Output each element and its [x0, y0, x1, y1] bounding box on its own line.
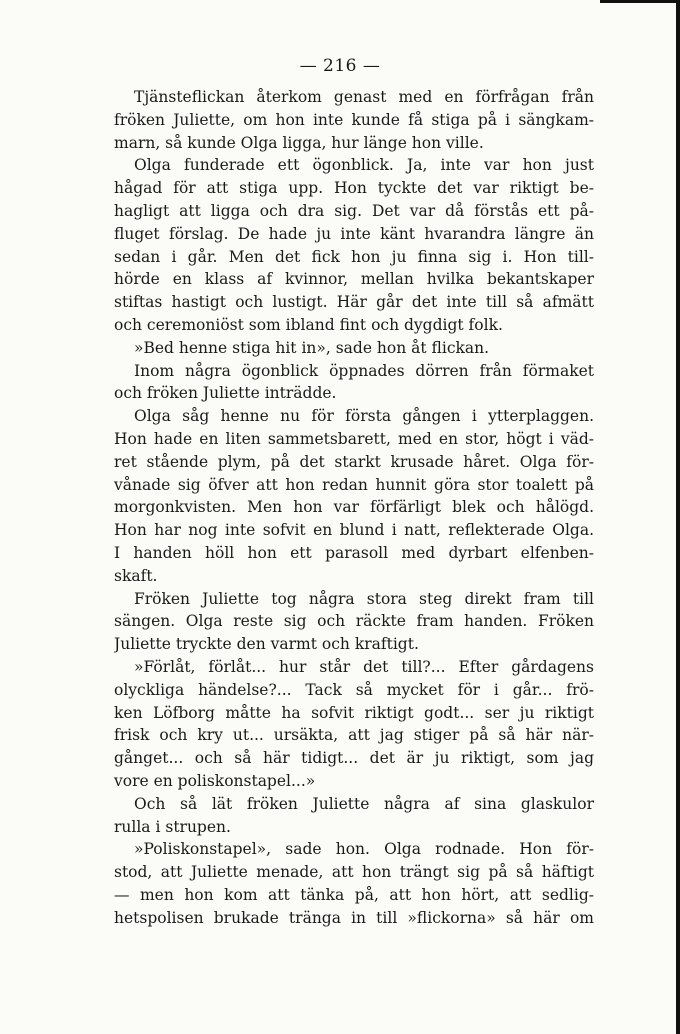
text-line: olyckliga händelse?... Tack så mycket för i går... frö- — [114, 680, 594, 699]
text-line: Olga såg henne nu för första gången i ytterplaggen. — [134, 407, 594, 426]
text-line: — men hon kom att tänka på, att hon hört, att sedlig- — [114, 885, 594, 904]
paragraph — [114, 154, 594, 336]
text-line: sedan i går. Men det fick hon ju finna sig i. Hon till- — [114, 247, 594, 266]
text-line: »Förlåt, förlåt... hur står det till?... Efter gårdagens — [134, 657, 594, 676]
page-edge-top — [600, 0, 680, 3]
text-line: Hon har nog inte sofvit en blund i natt, reflekterade Olga. — [114, 521, 594, 540]
text-line: morgonkvisten. Men hon var förfärligt blek och hålögd. — [114, 498, 594, 517]
text-line: I handen höll hon ett parasoll med dyrbart elfenben- — [114, 543, 594, 562]
paragraph — [114, 337, 594, 360]
text-line: Inom några ögonblick öppnades dörren från förmaket — [134, 361, 594, 380]
text-line: hagligt att ligga och dra sig. Det var då förstås ett på- — [114, 201, 594, 220]
text-line: skaft. — [114, 566, 158, 585]
text-line: frisk och kry ut... ursäkta, att jag stiger på så här när- — [114, 726, 594, 745]
text-line: Olga funderade ett ögonblick. Ja, inte var hon just — [134, 156, 594, 175]
text-line: hetspolisen brukade tränga in till »flickorna» så här om — [114, 908, 594, 927]
text-line: fröken Juliette, om hon inte kunde få stiga på i sängkam- — [114, 110, 594, 129]
text-line: Tjänsteflickan återkom genast med en förfrågan från — [134, 88, 594, 106]
text-line: Juliette tryckte den varmt och kraftigt. — [114, 635, 419, 654]
paragraph — [114, 86, 594, 154]
page-number: — 216 — — [299, 56, 381, 76]
text-line: Fröken Juliette tog några stora steg direkt fram till — [134, 589, 594, 608]
text-line: Och så lät fröken Juliette några af sina glaskulor — [134, 794, 594, 813]
text-line: »Bed henne stiga hit in», sade hon åt flickan. — [134, 338, 490, 357]
text-line: och ceremoniöst som ibland fint och dygdigt folk. — [114, 315, 503, 334]
text-line: hågad för att stiga upp. Hon tyckte det var riktigt be- — [114, 179, 594, 198]
paragraph — [114, 360, 594, 406]
text-line: marn, så kunde Olga ligga, hur länge hon ville. — [114, 133, 484, 152]
text-line: och fröken Juliette inträdde. — [114, 384, 337, 403]
text-line: fluget förslag. De hade ju inte känt hvarandra längre än — [114, 224, 594, 243]
text-line: stiftas hastigt och lustigt. Här går det inte till så afmätt — [114, 293, 594, 312]
text-line: vore en poliskonstapel...» — [114, 771, 316, 790]
text-line: vånade sig öfver att hon redan hunnit göra stor toalett på — [114, 475, 594, 494]
paragraph — [114, 405, 594, 587]
text-line: sängen. Olga reste sig och räckte fram handen. Fröken — [114, 612, 594, 631]
paragraph — [114, 588, 594, 656]
page-edge-right — [676, 0, 680, 1034]
paragraph — [114, 793, 594, 839]
text-line: ret stående plym, på det starkt krusade håret. Olga för- — [114, 452, 594, 471]
body-text — [114, 86, 594, 929]
text-line: ken Löfborg måtte ha sofvit riktigt godt... ser ju riktigt — [114, 703, 594, 722]
text-line: hörde en klass af kvinnor, mellan hvilka bekantskaper — [114, 270, 594, 289]
text-line: gånget... och så här tidigt... det är ju riktigt, som jag — [114, 749, 594, 768]
text-line: »Poliskonstapel», sade hon. Olga rodnade. Hon för- — [134, 840, 594, 859]
text-line: Hon hade en liten sammetsbarett, med en stor, högt i väd- — [114, 429, 594, 448]
text-line: stod, att Juliette menade, att hon trängt sig på så häftigt — [114, 863, 594, 882]
paragraph — [114, 656, 594, 793]
text-line: rulla i strupen. — [114, 817, 231, 836]
paragraph — [114, 838, 594, 929]
